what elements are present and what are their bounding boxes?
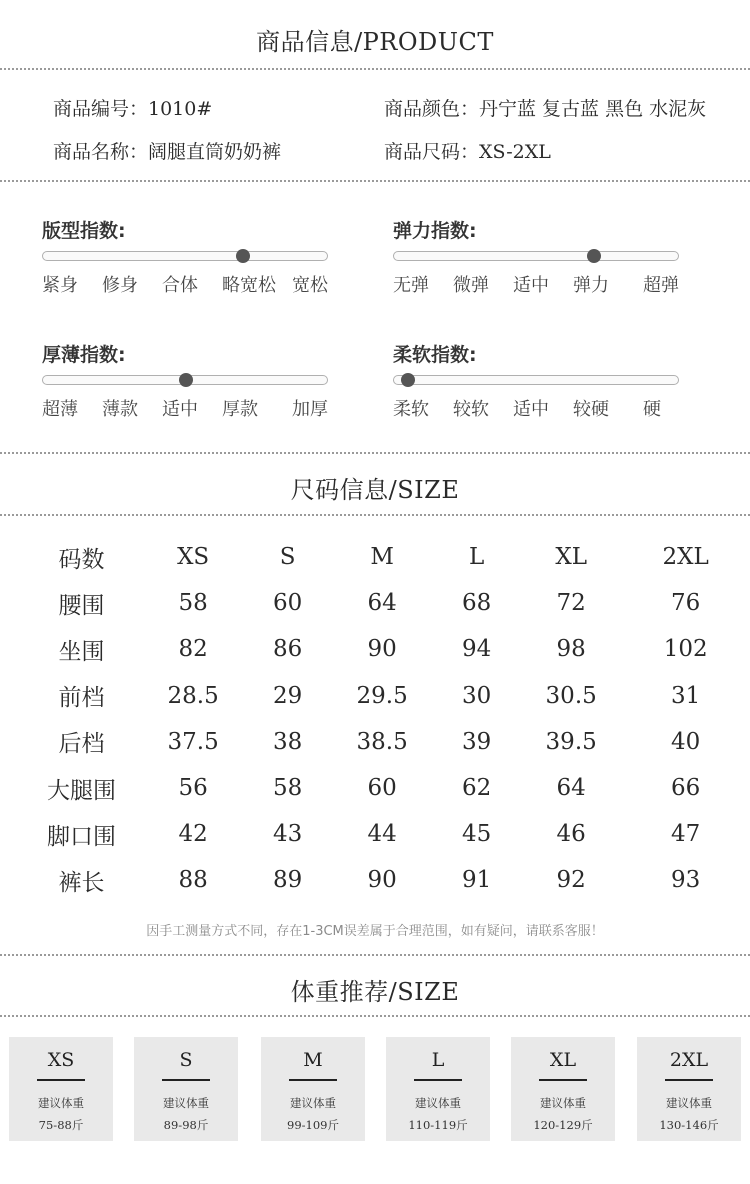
size-table-cell: 30.5 — [545, 682, 597, 709]
size-table-cell: 102 — [663, 636, 708, 663]
size-table-cell: 62 — [462, 775, 492, 802]
weight-card-label: 建议体重 — [666, 1096, 712, 1110]
weight-card-size: XS — [47, 1049, 75, 1071]
size-table-cell: 94 — [462, 636, 492, 663]
product-section-title: 商品信息/PRODUCT — [256, 28, 494, 56]
size-table-cell: 68 — [462, 590, 492, 617]
size-table-row — [30, 580, 740, 626]
size-table-row — [30, 626, 740, 672]
size-table-cell: 40 — [671, 728, 701, 755]
weight-card-range: 130-146斤 — [659, 1118, 719, 1132]
weight-card — [637, 1037, 741, 1141]
size-table-cell: 60 — [367, 775, 397, 802]
weight-card-size: 2XL — [669, 1049, 709, 1071]
size-table-cell: 坐围 — [58, 638, 105, 665]
index-slider-track — [42, 375, 328, 385]
product-code: 商品编号：1010# — [53, 98, 213, 120]
index-scale-label: 略宽松 — [222, 275, 276, 296]
index-slider-track — [393, 375, 679, 385]
product-name: 商品名称：阔腿直筒奶奶裤 — [53, 141, 282, 163]
weight-card — [261, 1037, 365, 1141]
weight-card-divider — [37, 1079, 85, 1081]
index-scale-label: 适中 — [513, 275, 549, 296]
weight-card-divider — [289, 1079, 337, 1081]
size-table-cell: 44 — [367, 821, 397, 848]
size-table-header — [30, 534, 740, 580]
index-slider-knob — [587, 249, 601, 263]
weight-card-range: 75-88斤 — [38, 1118, 84, 1132]
index-slider-track — [42, 251, 328, 261]
size-table-cell: 90 — [367, 867, 397, 894]
size-table-cell: 98 — [556, 636, 586, 663]
size-table-cell: 45 — [462, 821, 492, 848]
size-table-cell: M — [370, 544, 394, 571]
weight-card-divider — [162, 1079, 210, 1081]
divider — [0, 514, 750, 516]
size-table-cell: 38.5 — [356, 728, 408, 755]
index-title: 柔软指数: — [393, 344, 477, 366]
size-table-cell: L — [469, 544, 485, 571]
weight-card-range: 110-119斤 — [408, 1118, 468, 1132]
weight-card-label: 建议体重 — [290, 1096, 336, 1110]
size-table-cell: 92 — [556, 867, 586, 894]
size-table-cell: 93 — [671, 867, 701, 894]
size-table-cell: 大腿围 — [47, 777, 116, 804]
index-title: 厚薄指数: — [42, 344, 126, 366]
size-table-cell: 28.5 — [167, 682, 219, 709]
size-table-cell: 39 — [462, 728, 492, 755]
size-table-cell: 91 — [462, 867, 492, 894]
index-scale-label: 柔软 — [393, 399, 429, 420]
size-table-row — [30, 765, 740, 811]
size-table-cell: S — [279, 544, 296, 571]
size-table-cell: 60 — [273, 590, 303, 617]
size-table-cell: 脚口围 — [47, 823, 116, 850]
index-scale-label: 适中 — [513, 399, 549, 420]
index-scale-label: 较软 — [453, 399, 489, 420]
divider — [0, 180, 750, 182]
size-table-row — [30, 811, 740, 857]
weight-card — [511, 1037, 615, 1141]
index-scale-label: 硬 — [643, 399, 661, 420]
weight-card — [134, 1037, 238, 1141]
weight-card-size: M — [303, 1049, 323, 1071]
size-table-cell: 82 — [178, 636, 208, 663]
weight-card-label: 建议体重 — [38, 1096, 84, 1110]
size-table-cell: 46 — [556, 821, 586, 848]
index-scale-label: 弹力 — [573, 275, 609, 296]
size-table-cell: 30 — [462, 682, 492, 709]
size-table-cell: 2XL — [662, 544, 709, 571]
weight-card-size: XL — [549, 1049, 577, 1071]
index-scale-label: 适中 — [162, 399, 198, 420]
index-scale-label: 微弹 — [453, 275, 489, 296]
product-sizes: 商品尺码：XS-2XL — [384, 141, 551, 163]
size-table-cell: 29 — [273, 682, 303, 709]
weight-card-label: 建议体重 — [540, 1096, 586, 1110]
weight-card-divider — [539, 1079, 587, 1081]
size-table-cell: 86 — [273, 636, 303, 663]
size-table-cell: 64 — [556, 775, 586, 802]
size-table-cell: 42 — [178, 821, 208, 848]
size-table-cell: 腰围 — [58, 592, 105, 619]
index-scale-label: 无弹 — [393, 275, 429, 296]
size-table-cell: 31 — [671, 682, 701, 709]
product-colors: 商品颜色：丹宁蓝 复古蓝 黑色 水泥灰 — [384, 98, 707, 120]
size-table-cell: 裤长 — [58, 869, 105, 896]
weight-card-range: 89-98斤 — [163, 1118, 209, 1132]
divider — [0, 68, 750, 70]
index-slider-knob — [179, 373, 193, 387]
size-table-cell: 89 — [273, 867, 303, 894]
size-section-title: 尺码信息/SIZE — [290, 476, 460, 504]
size-table-cell: 66 — [671, 775, 701, 802]
index-scale-label: 合体 — [162, 275, 198, 296]
index-scale-label: 超薄 — [42, 399, 78, 420]
index-scale-label: 加厚 — [292, 399, 328, 420]
size-table-cell: 64 — [367, 590, 397, 617]
weight-card-size: S — [179, 1049, 193, 1071]
index-scale-label: 修身 — [102, 275, 138, 296]
size-table-cell: 码数 — [58, 546, 105, 573]
weight-card-divider — [414, 1079, 462, 1081]
index-scale-label: 宽松 — [292, 275, 328, 296]
index-scale-label: 超弹 — [643, 275, 679, 296]
weight-card-range: 120-129斤 — [533, 1118, 593, 1132]
weight-card — [386, 1037, 490, 1141]
size-table-cell: 72 — [556, 590, 586, 617]
size-table-cell: 29.5 — [356, 682, 408, 709]
size-table-row — [30, 719, 740, 765]
size-table-cell: 前档 — [58, 685, 105, 712]
size-table-cell: 39.5 — [545, 728, 597, 755]
divider — [0, 452, 750, 454]
size-table-cell: 后档 — [58, 731, 105, 758]
weight-card-divider — [665, 1079, 713, 1081]
divider — [0, 1015, 750, 1017]
size-table-cell: 37.5 — [167, 728, 219, 755]
size-table-row — [30, 857, 740, 903]
weight-card-label: 建议体重 — [415, 1096, 461, 1110]
size-table-cell: 56 — [178, 775, 208, 802]
index-title: 弹力指数: — [393, 220, 477, 242]
size-table-cell: 38 — [273, 728, 303, 755]
size-table-cell: 47 — [671, 821, 701, 848]
index-scale-label: 厚款 — [222, 399, 258, 420]
size-table-cell: 58 — [178, 590, 208, 617]
weight-card — [9, 1037, 113, 1141]
size-table-row — [30, 673, 740, 719]
size-table-cell: 43 — [273, 821, 303, 848]
size-table-cell: 58 — [273, 775, 303, 802]
index-scale-label: 较硬 — [573, 399, 609, 420]
size-table — [30, 534, 740, 904]
size-table-cell: XS — [177, 544, 210, 571]
divider — [0, 954, 750, 956]
index-slider-knob — [236, 249, 250, 263]
index-title: 版型指数: — [42, 220, 126, 242]
size-table-cell: 76 — [671, 590, 701, 617]
index-slider-track — [393, 251, 679, 261]
measurement-note: 因手工测量方式不同，存在1-3CM误差属于合理范围，如有疑问，请联系客服！ — [146, 924, 604, 939]
weight-card-size: L — [431, 1049, 445, 1071]
weight-card-range: 99-109斤 — [287, 1118, 339, 1132]
size-table-cell: XL — [555, 544, 587, 571]
weight-section-title: 体重推荐/SIZE — [290, 978, 460, 1006]
index-slider-knob — [401, 373, 415, 387]
index-scale-label: 紧身 — [42, 275, 78, 296]
size-table-cell: 90 — [367, 636, 397, 663]
weight-card-label: 建议体重 — [163, 1096, 209, 1110]
size-table-cell: 88 — [178, 867, 208, 894]
index-scale-label: 薄款 — [102, 399, 138, 420]
